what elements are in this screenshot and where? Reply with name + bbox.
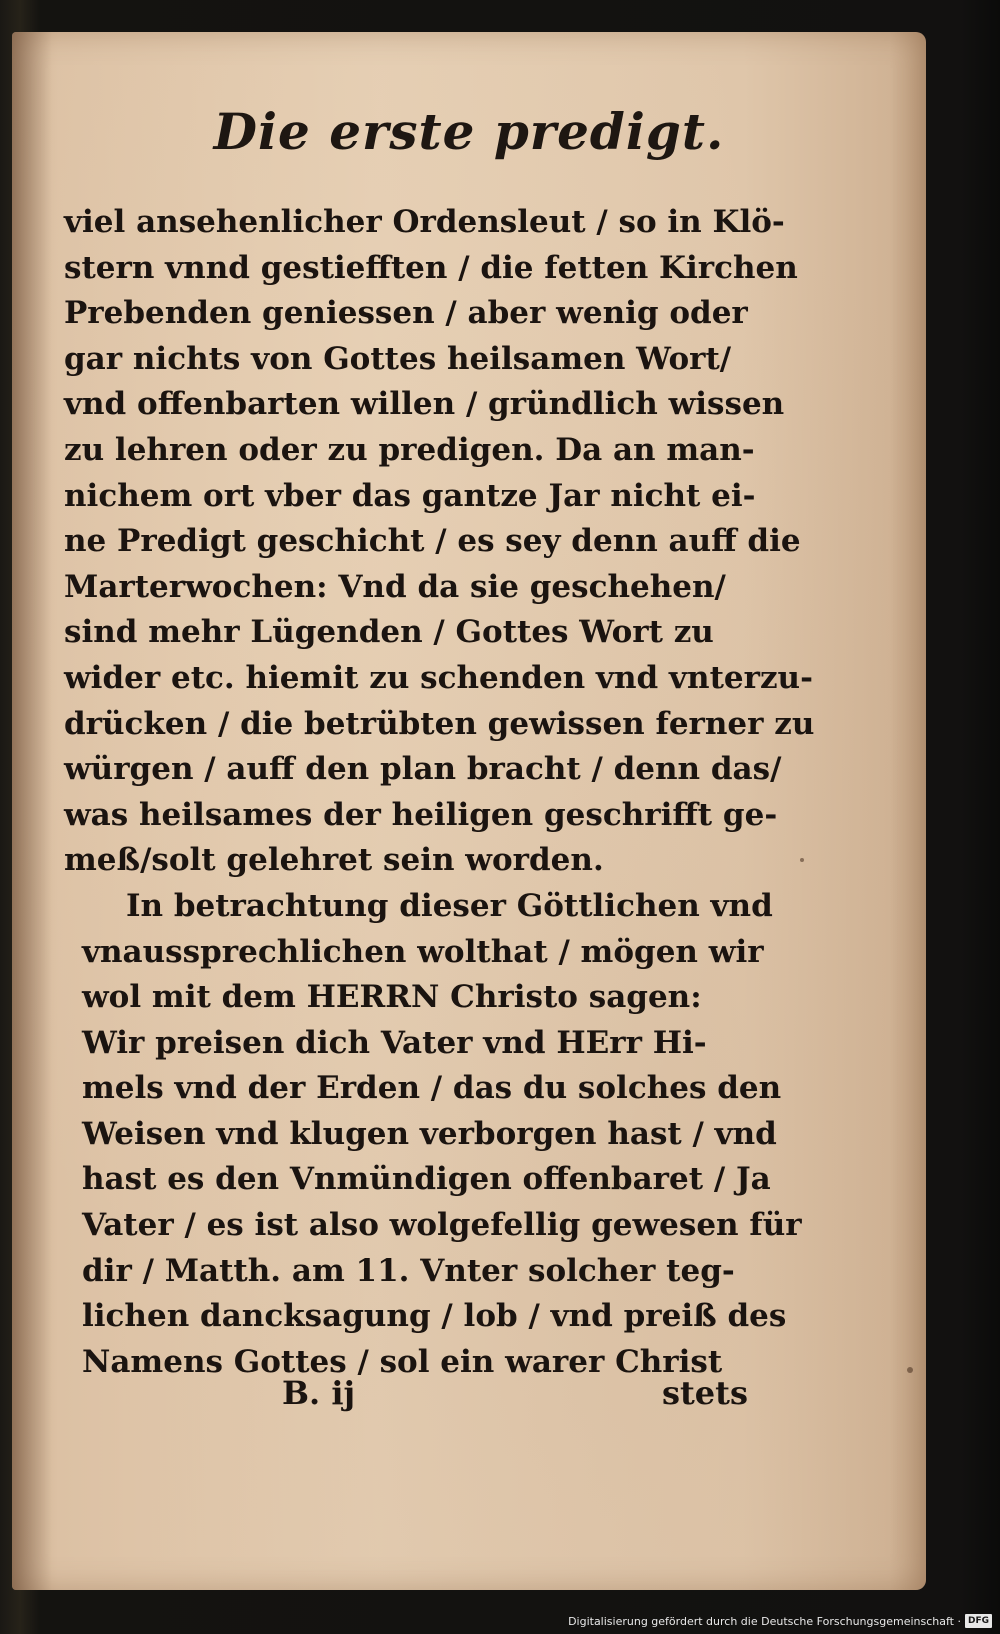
text-line: Vater / es ist also wolgefellig gewesen für [82,1207,802,1244]
signature-mark: B. ij [282,1374,356,1412]
dfg-logo: DFG [965,1614,992,1628]
text-line: viel ansehenlicher Ordensleut / so in Klö- [64,204,785,240]
text-line: ne Predigt geschicht / es sey denn auff die [64,523,801,560]
running-head: Die erste predigt. [213,102,725,161]
page-body-text [64,200,815,1385]
spine-shadow [12,32,52,1590]
text-line: wider etc. hiemit zu schenden vnd vnterzu- [64,659,813,696]
text-line: mels vnd der Erden / das du solches den [82,1070,782,1107]
text-line: vnaussprechlichen wolthat / mögen wir [82,933,764,970]
text-line: wol mit dem HERRN Christo sagen: [82,979,702,1016]
text-line: meß/solt gelehret sein worden. [64,842,604,879]
text-line: würgen / auff den plan bracht / denn das/ [64,751,782,788]
text-line: Weisen vnd klugen verborgen hast / vnd [82,1115,777,1152]
text-line: Marterwochen: Vnd da sie geschehen/ [64,568,726,605]
page-footer [12,1374,926,1434]
catchword: stets [662,1374,748,1412]
text-line: Prebenden geniessen / aber wenig oder [64,295,748,332]
paragraph-start-line: In betrachtung dieser Göttlichen vnd [126,887,773,924]
text-line: Wir preisen dich Vater vnd HErr Hi- [82,1024,707,1061]
text-line: lichen dancksagung / lob / vnd preiß des [82,1298,787,1335]
credit-text: Digitalisierung gefördert durch die Deutsche Forschungsgemeinschaft · [568,1614,961,1628]
text-line: gar nichts von Gottes heilsamen Wort/ [64,340,732,377]
text-line: zu lehren oder zu predigen. Da an man- [64,431,755,468]
text-line: Namens Gottes / sol ein warer Christ [82,1343,723,1380]
paper-speck [907,1367,913,1373]
digitization-credit [568,1612,992,1630]
book-page [12,32,926,1590]
text-line: drücken / die betrübten gewissen ferner zu [64,705,815,742]
text-line: nichem ort vber das gantze Jar nicht ei- [64,477,756,514]
text-line: vnd offenbarten willen / gründlich wissen [64,386,785,423]
text-line: was heilsames der heiligen geschrifft ge- [64,796,778,833]
text-line: dir / Matth. am 11. Vnter solcher teg- [82,1252,735,1289]
text-line: stern vnnd gestiefften / die fetten Kirchen [64,249,798,286]
text-line: sind mehr Lügenden / Gottes Wort zu [64,614,714,651]
paper-speck [800,858,804,862]
text-line: hast es den Vnmündigen offenbaret / Ja [82,1161,771,1198]
